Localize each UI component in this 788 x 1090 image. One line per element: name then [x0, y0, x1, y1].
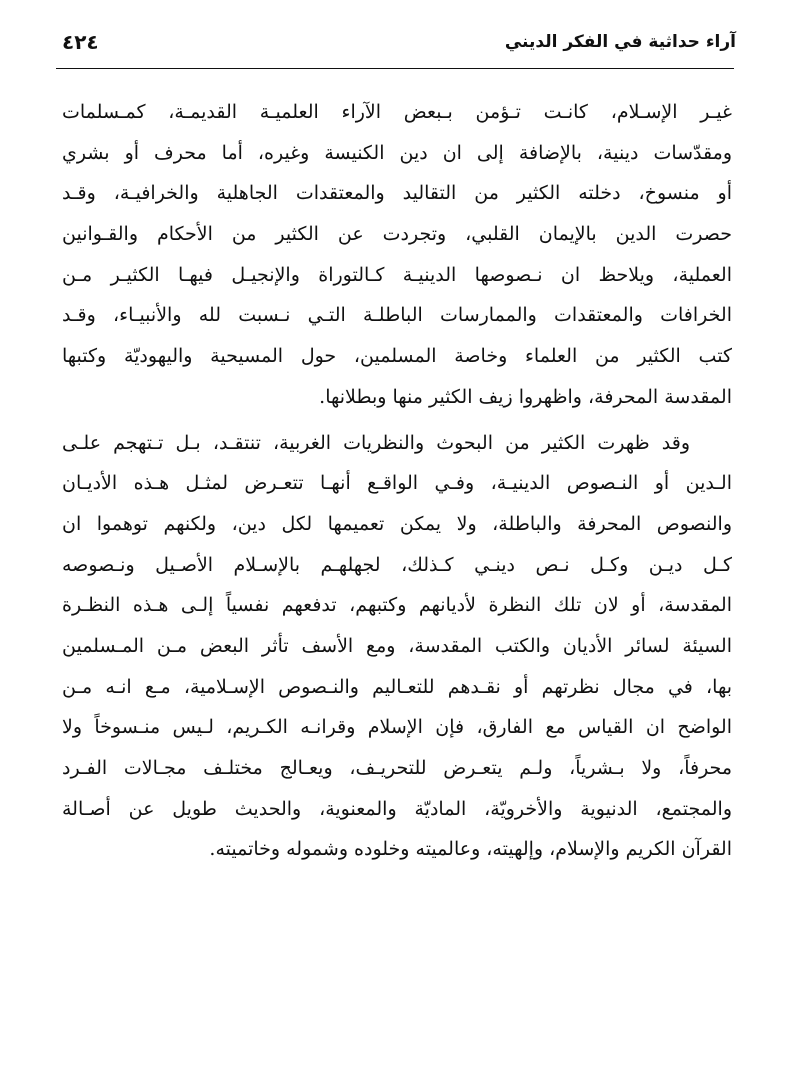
text-line: العملية، ويلاحظ ان نـصوصها الدينيـة كـالتوراة والإنجيـل فيهـا الكثيـر مـن	[62, 263, 732, 286]
text-line: بها، في مجال نظرتهم أو نقـدهم للتعـاليم والنـصوص الإسـلامية، مـع انـه مـن	[62, 675, 732, 698]
text-line: كـل ديـن وكـل نـص دينـي كـذلك، لجهلهـم بالإسـلام الأصـيل ونـصوصه	[62, 553, 732, 576]
text-line: كتب الكثير من العلماء وخاصة المسلمين، حول المسيحية واليهوديّة وكتبها	[62, 345, 732, 368]
text-line: الواضح ان القياس مع الفارق، فإن الإسلام وقرانـه الكـريم، لـيس منـسوخاً ولا	[62, 716, 732, 739]
text-line: القرآن الكريم والإسلام، وإلهيته، وعالميته وخلوده وشموله وخاتميته.	[209, 838, 732, 861]
page-number: ٤٢٤	[62, 30, 99, 54]
paragraph-1	[62, 92, 732, 418]
header-divider	[56, 68, 734, 69]
text-line: ومقدّسات دينية، بالإضافة إلى ان دين الكنيسة وغيره، أما محرف أو بشري	[62, 141, 732, 164]
text-line: محرفاً، ولا بـشرياً، ولـم يتعـرض للتحريـف، ويعـالج مختلـف مجـالات الفـرد	[62, 757, 732, 779]
text-line: أو منسوخ، دخلته الكثير من التقاليد والمعتقدات الجاهلية والخرافيـة، وقـد	[62, 182, 732, 205]
text-line: الـدين أو النـصوص الدينيـة، وفـي الواقـع أنهـا تتعـرض لمثـل هـذه الأديـان	[62, 472, 732, 495]
text-line: وقد ظهرت الكثير من البحوث والنظريات الغربية، تنتقـد، بـل تـتهجم علـى	[62, 431, 690, 454]
text-line: المقدسة، أو لان تلك النظرة لأديانهم وكتبهم، تدفعهم نفسياً إلـى هـذه النظـرة	[62, 594, 732, 617]
text-line: الخرافات والمعتقدات والممارسات الباطلـة التـي نـسبت لله والأنبيـاء، وقـد	[62, 304, 732, 327]
text-line: غيـر الإسـلام، كانـت تـؤمن بـبعض الآراء العلميـة القديمـة، كمـسلمات	[62, 101, 732, 123]
text-line: والمجتمع، الدنيوية والأخرويّة، الماديّة والمعنوية، والحديث طويل عن أصـالة	[62, 797, 732, 820]
body-text	[62, 92, 732, 870]
header-title: آراء حداثية في الفكر الديني	[504, 32, 736, 52]
paragraph-2	[62, 423, 732, 871]
text-line: المقدسة المحرفة، واظهروا زيف الكثير منها وبطلانها.	[319, 385, 732, 408]
text-line: والنصوص المحرفة والباطلة، ولا يمكن تعميمها لكل دين، ولكنهم توهموا ان	[62, 512, 732, 535]
running-header	[62, 26, 736, 66]
text-line: حصرت الدين بالإيمان القلبي، وتجردت عن الكثير من الأحكام والقـوانين	[62, 223, 732, 246]
text-line: السيئة لسائر الأديان والكتب المقدسة، ومع الأسف تأثر البعض مـن المـسلمين	[62, 634, 732, 657]
